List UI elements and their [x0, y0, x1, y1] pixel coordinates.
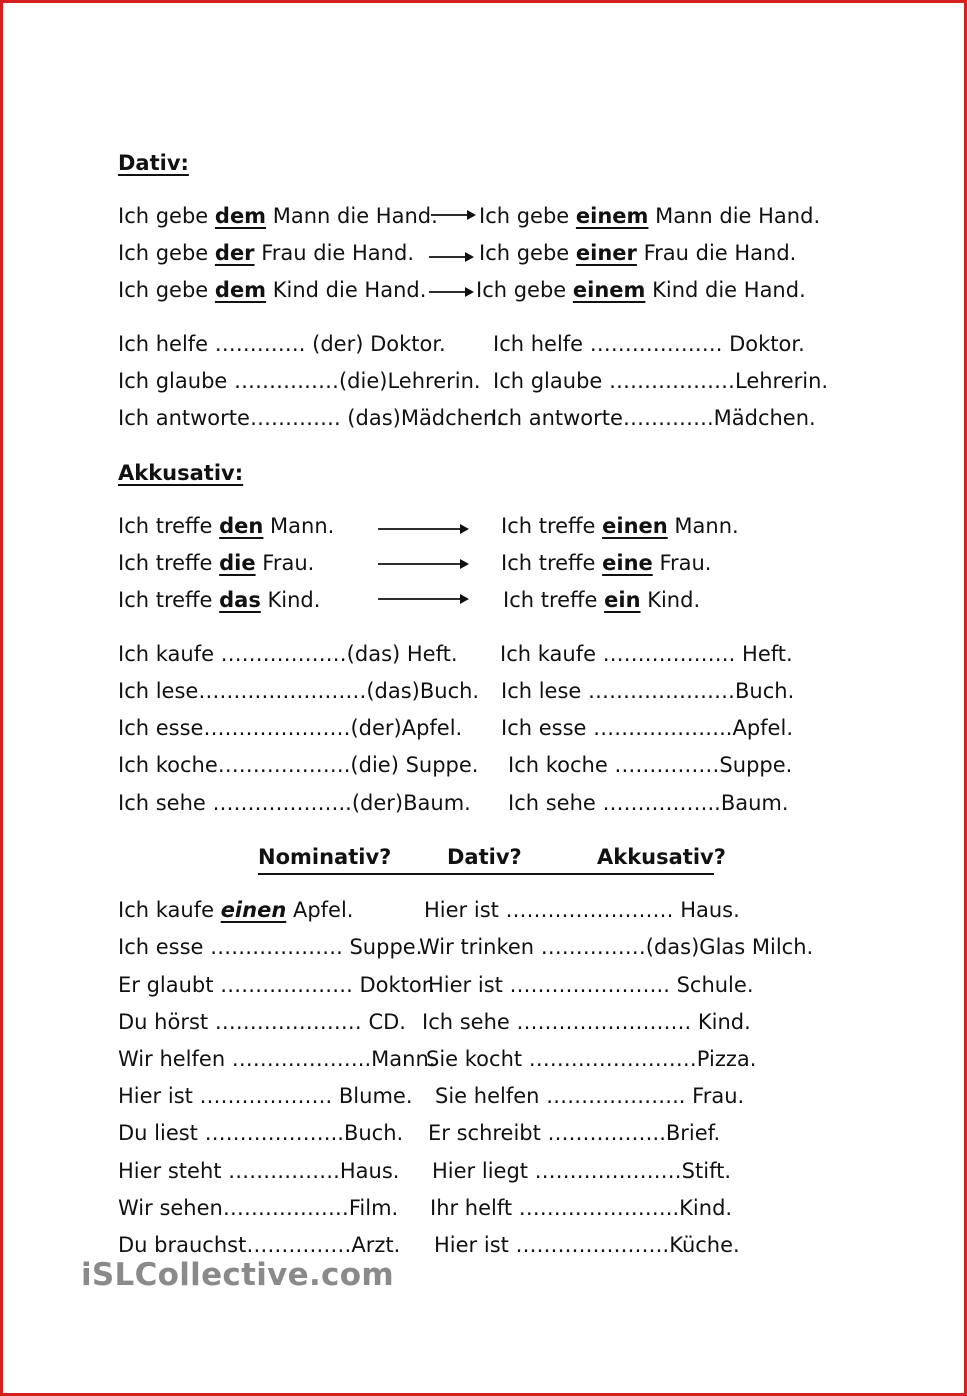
arrow-right-icon — [429, 250, 475, 264]
akkusativ-exercise-right: Ich koche ……………Suppe. — [508, 753, 793, 777]
arrow-right-icon — [378, 592, 470, 606]
mixed-exercise-right: Sie helfen ……………….. Frau. — [435, 1084, 745, 1108]
akkusativ-exercise-left: Ich koche……………….(die) Suppe. — [118, 753, 479, 777]
akkusativ-exercise-right: Ich sehe ……………..Baum. — [508, 791, 789, 815]
dativ-example-left: Ich gebe der Frau die Hand. — [118, 241, 414, 265]
dativ-exercise-left: Ich antworte…………. (das)Mädchen. — [118, 406, 503, 430]
dativ-exercise-right: Ich antworte………….Mädchen. — [491, 406, 816, 430]
arrow-right-icon — [429, 285, 475, 299]
dativ-example-left: Ich gebe dem Mann die Hand. — [118, 204, 438, 228]
mixed-exercise-right: Hier liegt …………………Stift. — [432, 1159, 732, 1183]
akkusativ-exercise-right: Ich esse ………………..Apfel. — [501, 716, 793, 740]
dativ-example-right: Ich gebe einer Frau die Hand. — [479, 241, 797, 265]
mixed-exercise-right: Er schreibt ……………..Brief. — [428, 1121, 721, 1145]
arrow-right-icon — [378, 557, 470, 571]
watermark-text: iSLCollective.com — [81, 1257, 394, 1293]
mixed-exercise-left: Ich esse ………………. Suppe. — [118, 935, 423, 959]
mixed-exercise-right: Ich sehe ……………………. Kind. — [422, 1010, 751, 1034]
akkusativ-example-right: Ich treffe ein Kind. — [503, 588, 701, 612]
dativ-example-right: Ich gebe einem Mann die Hand. — [479, 204, 821, 228]
mixed-headings — [258, 843, 726, 875]
akkusativ-example-right: Ich treffe eine Frau. — [501, 551, 712, 575]
akkusativ-example-left: Ich treffe das Kind. — [118, 588, 321, 612]
mixed-exercise-right: Hier ist ………………….. Schule. — [428, 973, 754, 997]
arrow-right-icon — [431, 208, 477, 222]
arrow-right-icon — [378, 522, 470, 536]
mixed-exercise-left: Wir sehen………………Film. — [118, 1196, 399, 1220]
mixed-exercise-left: Hier ist ………………. Blume. — [118, 1084, 413, 1108]
dativ-exercise-left: Ich glaube ……………(die)Lehrerin. — [118, 369, 481, 393]
dativ-example-left: Ich gebe dem Kind die Hand. — [118, 278, 427, 302]
mixed-exercise-right: Ihr helft …………………..Kind. — [430, 1196, 733, 1220]
nominativ-heading: Nominativ? — [258, 845, 392, 869]
akkusativ-question-heading: Akkusativ? — [597, 845, 726, 869]
mixed-exercise-left: Du hörst ………………… CD. — [118, 1010, 406, 1034]
akkusativ-exercise-right: Ich lese …………………Buch. — [501, 679, 795, 703]
akkusativ-exercise-right: Ich kaufe ………………. Heft. — [500, 642, 793, 666]
mixed-exercise-left: Wir helfen ………………..Mann. — [118, 1047, 436, 1071]
dativ-exercise-right: Ich glaube ………………Lehrerin. — [493, 369, 829, 393]
mixed-exercise-left: Du liest ………………..Buch. — [118, 1121, 404, 1145]
mixed-exercise-left: Ich kaufe einen Apfel. — [118, 898, 354, 922]
dativ-example-right: Ich gebe einem Kind die Hand. — [476, 278, 806, 302]
akkusativ-heading: Akkusativ: — [118, 461, 244, 485]
akkusativ-exercise-left: Ich kaufe ………………(das) Heft. — [118, 642, 458, 666]
akkusativ-exercise-left: Ich sehe ………………..(der)Baum. — [118, 791, 471, 815]
akkusativ-example-left: Ich treffe den Mann. — [118, 514, 335, 538]
akkusativ-exercise-left: Ich lese……………………(das)Buch. — [118, 679, 480, 703]
dativ-exercise-right: Ich helfe ………………. Doktor. — [493, 332, 805, 356]
mixed-exercise-right: Wir trinken ……………(das)Glas Milch. — [419, 935, 814, 959]
akkusativ-example-left: Ich treffe die Frau. — [118, 551, 315, 575]
mixed-exercise-left: Er glaubt ………………. Doktor. — [118, 973, 436, 997]
akkusativ-example-right: Ich treffe einen Mann. — [501, 514, 739, 538]
akkusativ-exercise-left: Ich esse…………………(der)Apfel. — [118, 716, 463, 740]
mixed-exercise-left: Hier steht …………….Haus. — [118, 1159, 400, 1183]
mixed-exercise-right: Sie kocht ……………………Pizza. — [426, 1047, 757, 1071]
mixed-exercise-left: Du brauchst……………Arzt. — [118, 1233, 401, 1257]
mixed-exercise-right: Hier ist ………………….Küche. — [434, 1233, 740, 1257]
mixed-exercise-right: Hier ist …………………… Haus. — [424, 898, 740, 922]
dativ-exercise-left: Ich helfe …………. (der) Doktor. — [118, 332, 446, 356]
dativ-heading: Dativ: — [118, 151, 189, 175]
dativ-question-heading: Dativ? — [447, 845, 522, 869]
